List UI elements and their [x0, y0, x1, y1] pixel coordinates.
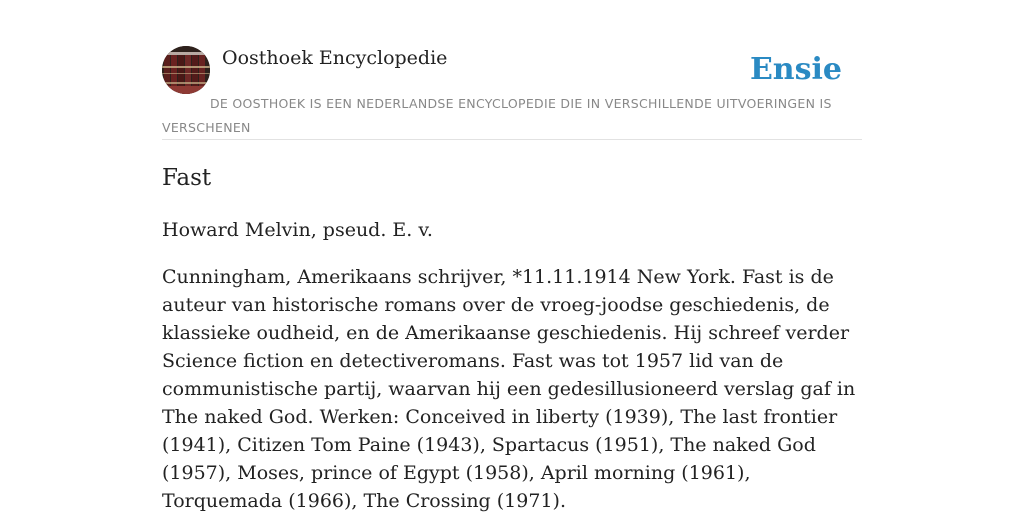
source-title[interactable]: Oosthoek Encyclopedie: [222, 47, 448, 69]
book-spines-icon: [162, 46, 210, 94]
article-paragraph: Howard Melvin, pseud. E. v.: [162, 219, 433, 241]
article-paragraph: Cunningham, Amerikaans schrijver, *11.11.1914 New York. Fast is de auteur van historische romans over de vroeg-joodse geschiedenis, de klassieke oudheid, en de Amerikaanse geschiedenis. Hij schreef verder Science fiction en detectiveromans. Fast was tot 1957 lid van de communistische partij, waarvan hij een gedesillusioneerd verslag gaf in The naked God. Werken: Conceived in liberty (1939), The last frontier (1941), Citizen Tom Paine (1943), Spartacus (1951), The naked God (1957), Moses, prince of Egypt (1958), April morning (1961), Torquemada (1966), The Crossing (1971).: [162, 266, 856, 512]
source-avatar[interactable]: [162, 46, 210, 94]
source-tagline: DE OOSTHOEK IS EEN NEDERLANDSE ENCYCLOPEDIE DIE IN VERSCHILLENDE UITVOERINGEN IS VERSCHENEN: [162, 96, 832, 135]
article-title: Fast: [162, 165, 212, 191]
header-divider: [162, 139, 862, 140]
ensie-logo-link[interactable]: Ensie: [749, 52, 842, 87]
article: [162, 160, 862, 512]
